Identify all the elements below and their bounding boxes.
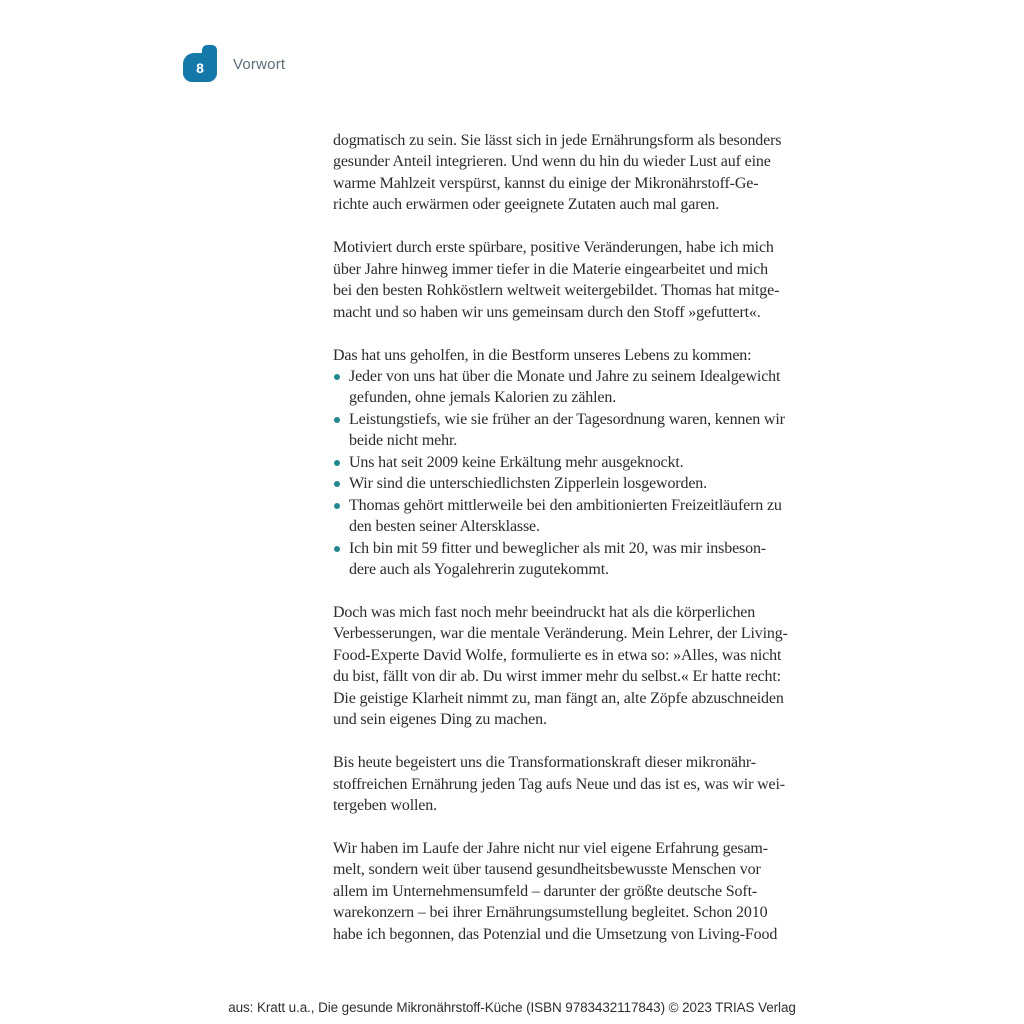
text-line: Das hat uns geholfen, in die Bestform unseres Lebens zu kommen: — [333, 346, 752, 364]
text-line: du bist, fällt von dir ab. Du wirst immer mehr du selbst.« Er hatte recht: — [333, 668, 781, 686]
text-line: warme Mahlzeit verspürst, kannst du einige der Mikronährstoff-Ge- — [333, 174, 759, 192]
text-line: dogmatisch zu sein. Sie lässt sich in jede Ernährungsform als besonders — [333, 132, 782, 149]
section-label: Vorwort — [233, 56, 286, 73]
list-item-text — [349, 452, 684, 473]
paragraph — [333, 602, 843, 731]
text-line: bei den besten Rohköstlern weltweit weitergebildet. Thomas hat mitge- — [333, 282, 780, 300]
bullet-icon — [334, 481, 340, 487]
text-line: Doch was mich fast noch mehr beeindruckt hat als die körperlichen — [333, 603, 756, 621]
text-line: Wir haben im Laufe der Jahre nicht nur viel eigene Erfahrung gesam- — [333, 839, 768, 857]
bullet-icon — [334, 417, 340, 423]
list-item — [333, 473, 843, 494]
text-line: allem im Unternehmensumfeld – darunter der größte deutsche Soft- — [333, 882, 758, 900]
paragraph — [333, 752, 843, 816]
bullet-icon — [334, 374, 340, 380]
page-header — [183, 45, 285, 82]
list-item — [333, 538, 843, 581]
bullet-list — [333, 345, 843, 581]
text-line: Verbesserungen, war die mentale Veränderung. Mein Lehrer, der Living- — [333, 625, 788, 643]
text-line: gesunder Anteil integrieren. Und wenn du hin du wieder Lust auf eine — [333, 153, 771, 171]
text-line: tergeben wollen. — [333, 796, 437, 814]
list-item-text — [349, 366, 780, 409]
paragraph — [333, 838, 843, 945]
text-line: warekonzern – bei ihrer Ernährungsumstellung begleitet. Schon 2010 — [333, 904, 768, 922]
text-line: richte auch erwärmen oder geeignete Zutaten auch mal garen. — [333, 196, 720, 214]
text-line: Die geistige Klarheit nimmt zu, man fängt an, alte Zöpfe abzuschneiden — [333, 689, 784, 707]
page-number-badge — [183, 45, 217, 82]
list-item-text — [349, 495, 782, 538]
list-item-text — [349, 473, 707, 494]
badge-body-shape — [183, 53, 217, 82]
text-line: Ich bin mit 59 fitter und beweglicher als mit 20, was mir insbeson- — [349, 539, 766, 557]
text-line: melt, sondern weit über tausend gesundheitsbewusste Menschen vor — [333, 861, 761, 879]
list-item — [333, 409, 843, 452]
copyright-line: aus: Kratt u.a., Die gesunde Mikronährstoff-Küche (ISBN 9783432117843) © 2023 TRIAS Verlag — [228, 1000, 796, 1015]
list-item-text — [349, 538, 766, 581]
bullet-icon — [334, 503, 340, 509]
paragraph — [333, 130, 843, 216]
text-line: beide nicht mehr. — [349, 432, 458, 450]
text-line: über Jahre hinweg immer tiefer in die Materie eingearbeitet und mich — [333, 260, 768, 278]
text-line: Food-Experte David Wolfe, formulierte es in etwa so: »Alles, was nicht — [333, 646, 782, 664]
text-line: Thomas gehört mittlerweile bei den ambitionierten Freizeitläufern zu — [349, 496, 782, 514]
bullet-icon — [334, 460, 340, 466]
list-item — [333, 495, 843, 538]
text-line: Leistungstiefs, wie sie früher an der Tagesordnung waren, kennen wir — [349, 410, 785, 428]
text-line: dere auch als Yogalehrerin zugutekommt. — [349, 561, 609, 579]
list-item — [333, 366, 843, 409]
paragraph — [333, 237, 843, 323]
page-number: 8 — [196, 59, 204, 76]
text-line: gefunden, ohne jemals Kalorien zu zählen. — [349, 389, 617, 407]
text-line: habe ich begonnen, das Potenzial und die Umsetzung von Living-Food — [333, 925, 778, 943]
text-line: stoffreichen Ernährung jeden Tag aufs Neue und das ist es, was wir wei- — [333, 775, 785, 793]
text-line: Bis heute begeistert uns die Transformationskraft dieser mikronähr- — [333, 754, 756, 772]
bullet-icon — [334, 546, 340, 552]
body-text — [333, 130, 843, 945]
text-line: macht und so haben wir uns gemeinsam durch den Stoff »gefuttert«. — [333, 303, 761, 321]
text-line: Uns hat seit 2009 keine Erkältung mehr ausgeknockt. — [349, 453, 684, 471]
list-item-text — [349, 409, 785, 452]
text-line: den besten seiner Altersklasse. — [349, 518, 540, 536]
text-line: Wir sind die unterschiedlichsten Zipperlein losgeworden. — [349, 475, 707, 493]
text-line: Jeder von uns hat über die Monate und Jahre zu seinem Idealgewicht — [349, 367, 781, 385]
text-line: und sein eigenes Ding zu machen. — [333, 711, 547, 729]
list-item — [333, 452, 843, 473]
text-line: Motiviert durch erste spürbare, positive Veränderungen, habe ich mich — [333, 239, 774, 257]
